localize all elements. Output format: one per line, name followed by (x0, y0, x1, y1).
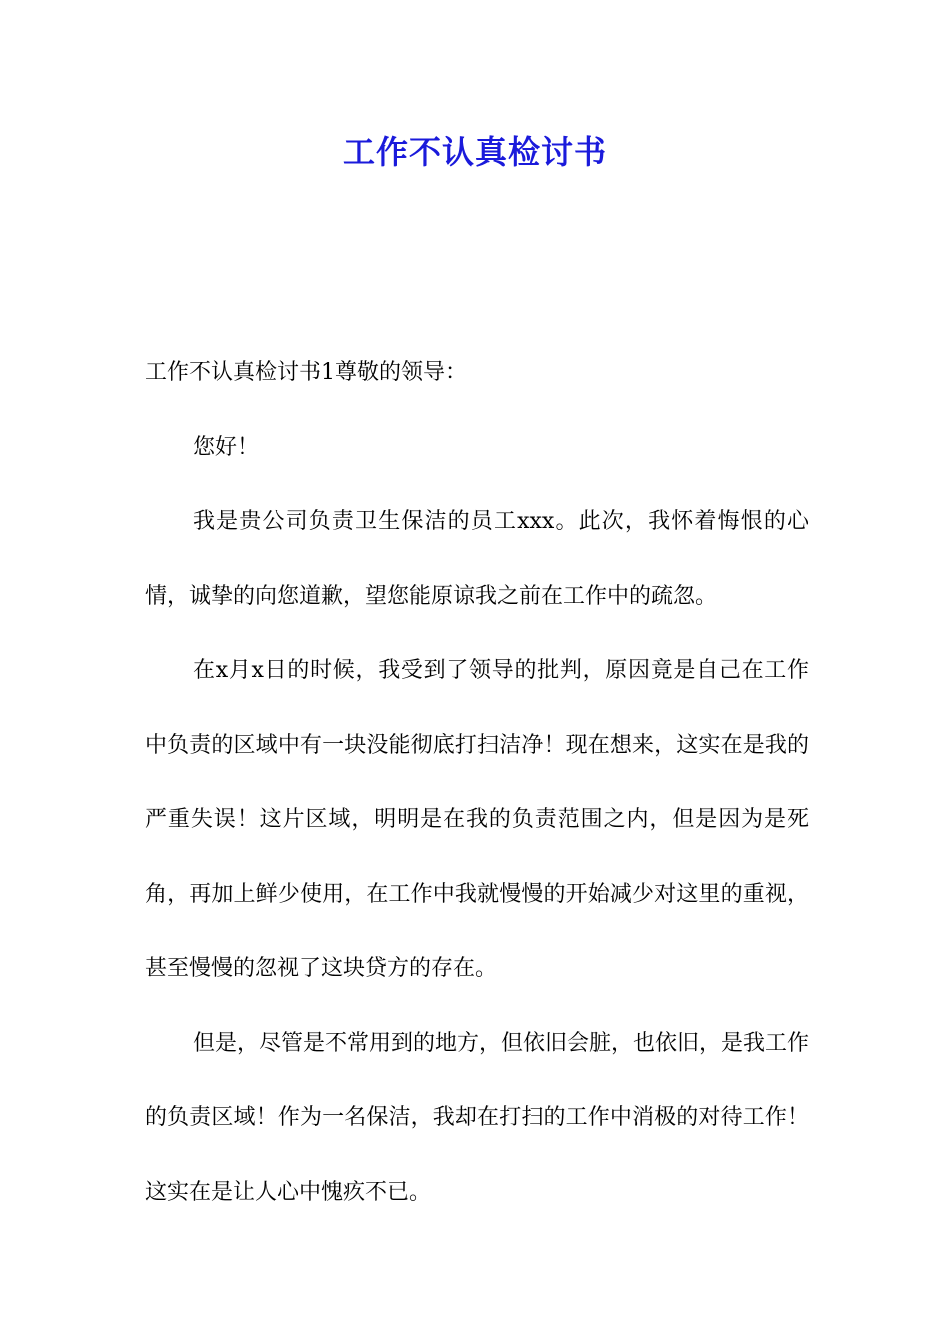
salutation-paragraph: 工作不认真检讨书1尊敬的领导： (145, 360, 467, 385)
body-paragraph: 我是贵公司负责卫生保洁的员工xxx。此次，我怀着悔恨的心情，诚挚的向您道歉，望您能原谅我之前在工作中的疏忽。 (145, 509, 809, 609)
body-paragraph: 在x月x日的时候，我受到了领导的批判，原因竟是自己在工作中负责的区域中有一块没能彻底打扫洁净！现在想来，这实在是我的严重失误！这片区域，明明是在我的负责范围之内，但是因为是死角，再加上鲜少使用，在工作中我就慢慢的开始减少对这里的重视，甚至慢慢的忽视了这块贷方的存在。 (145, 658, 809, 981)
body-paragraph: 但是，尽管是不常用到的地方，但依旧会脏，也依旧，是我工作的负责区域！作为一名保洁，我却在打扫的工作中消极的对待工作！这实在是让人心中愧疚不已。 (145, 1030, 810, 1205)
greeting-paragraph: 您好！ (193, 434, 260, 460)
document-title: 工作不认真检讨书 (342, 133, 607, 171)
document-body (145, 336, 809, 1230)
